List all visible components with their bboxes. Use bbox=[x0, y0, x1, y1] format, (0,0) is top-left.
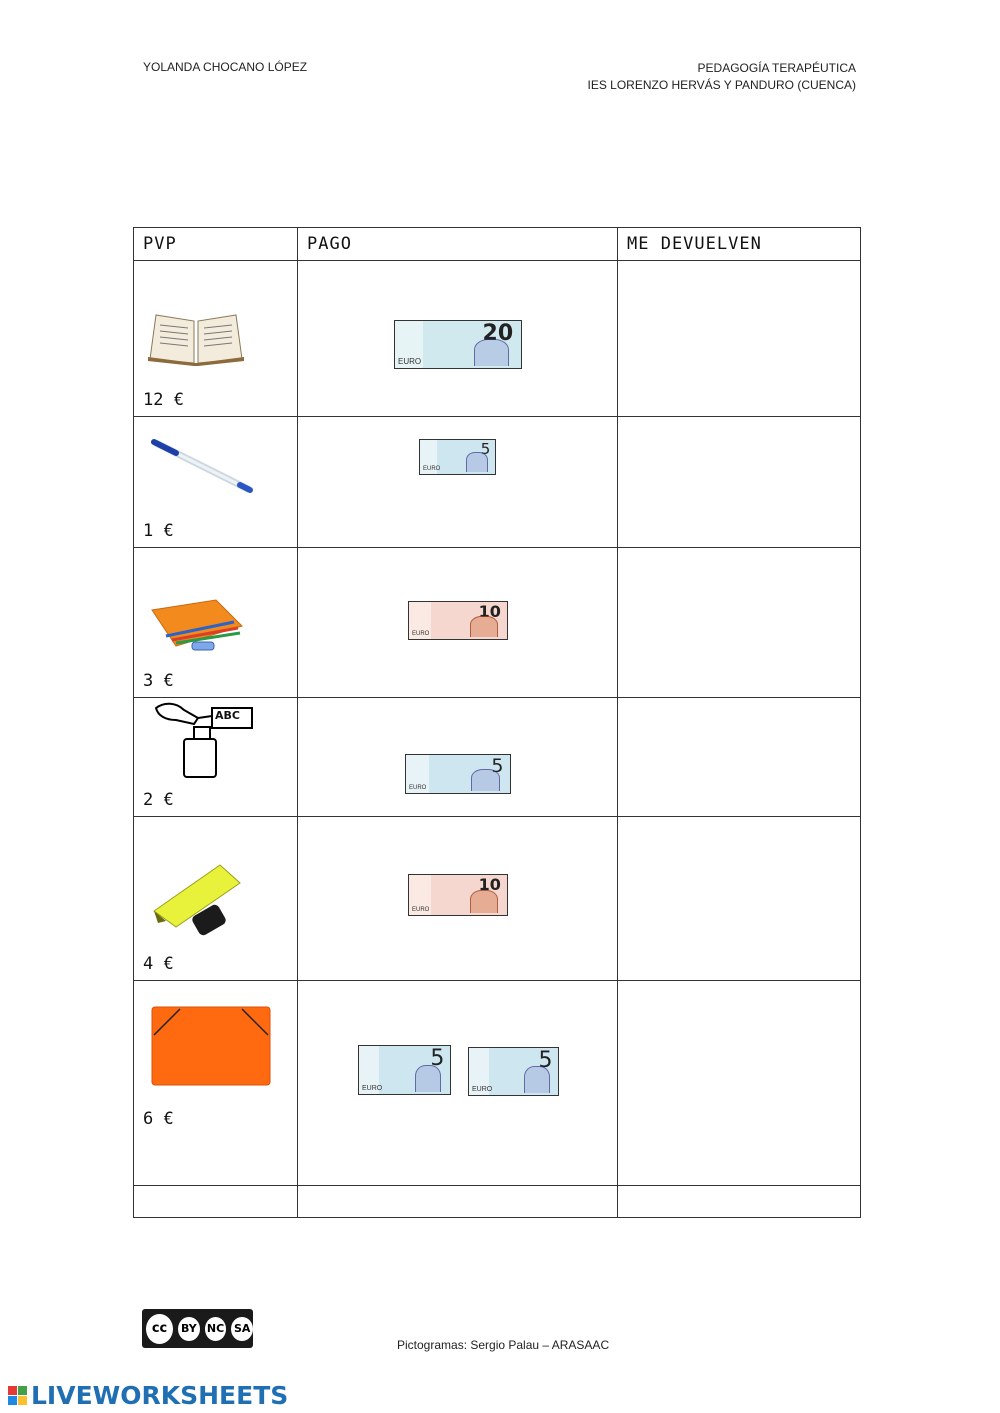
price-label: 12 € bbox=[143, 390, 184, 410]
banknote-5 bbox=[419, 439, 496, 475]
pvp-cell bbox=[134, 698, 298, 817]
banknote-caption: EURO bbox=[362, 1085, 383, 1092]
banknote-5 bbox=[468, 1047, 559, 1096]
liveworksheets-logo-icon bbox=[8, 1386, 27, 1405]
by-icon: BY bbox=[178, 1317, 200, 1341]
payment-cell bbox=[298, 261, 618, 417]
header-right bbox=[588, 60, 857, 94]
column-header-pago: PAGO bbox=[298, 228, 618, 261]
banknote-caption: EURO bbox=[472, 1086, 493, 1093]
banknote-caption: EURO bbox=[398, 357, 422, 366]
banknote-10 bbox=[408, 601, 508, 640]
book-icon bbox=[146, 311, 246, 366]
liveworksheets-brand[interactable] bbox=[8, 1381, 288, 1410]
column-header-pvp: PVP bbox=[134, 228, 298, 261]
payment-cell bbox=[298, 981, 618, 1186]
payment-cell bbox=[298, 548, 618, 698]
school-name: IES LORENZO HERVÁS Y PANDURO (CUENCA) bbox=[587, 78, 856, 92]
price-label: 2 € bbox=[143, 790, 174, 810]
column-header-me-devuelven: ME DEVUELVEN bbox=[618, 228, 861, 261]
price-label: 6 € bbox=[143, 1109, 174, 1129]
creative-commons-badge bbox=[142, 1309, 253, 1348]
price-label: 4 € bbox=[143, 954, 174, 974]
sa-icon: SA bbox=[231, 1317, 253, 1341]
payment-cell bbox=[298, 698, 618, 817]
pen-icon bbox=[150, 437, 255, 497]
change-cell[interactable] bbox=[618, 548, 861, 698]
banknote-value: 5 bbox=[491, 755, 504, 777]
table-row bbox=[134, 698, 861, 817]
table-row bbox=[134, 981, 861, 1186]
banknote-caption: EURO bbox=[412, 631, 430, 637]
banknote-value: 5 bbox=[538, 1048, 553, 1073]
cc-icon: cc bbox=[146, 1314, 173, 1344]
pictogram-credit: Pictogramas: Sergio Palau – ARASAAC bbox=[397, 1338, 610, 1352]
banknote-5 bbox=[405, 754, 511, 794]
empty-cell bbox=[298, 1186, 618, 1218]
banknote-caption: EURO bbox=[412, 907, 430, 913]
pvp-cell bbox=[134, 817, 298, 981]
banknote-5 bbox=[358, 1045, 451, 1095]
empty-cell bbox=[618, 1186, 861, 1218]
banknote-value: 10 bbox=[478, 602, 501, 621]
change-cell[interactable] bbox=[618, 261, 861, 417]
table-row bbox=[134, 417, 861, 548]
banknote-value: 10 bbox=[478, 875, 501, 894]
banknote-caption: EURO bbox=[409, 785, 427, 791]
table-row bbox=[134, 817, 861, 981]
highlighter-icon bbox=[150, 861, 246, 937]
banknote-value: 5 bbox=[430, 1046, 445, 1071]
worksheet-table bbox=[133, 227, 861, 1218]
empty-cell bbox=[134, 1186, 298, 1218]
banknote-20 bbox=[394, 320, 522, 369]
price-label: 1 € bbox=[143, 521, 174, 541]
pvp-cell bbox=[134, 548, 298, 698]
pvp-cell bbox=[134, 417, 298, 548]
folder-icon bbox=[150, 1005, 272, 1087]
department-name: PEDAGOGÍA TERAPÉUTICA bbox=[697, 61, 856, 75]
author-name: YOLANDA CHOCANO LÓPEZ bbox=[143, 60, 308, 74]
pencil-case-icon bbox=[146, 596, 248, 652]
table-row bbox=[134, 261, 861, 417]
change-cell[interactable] bbox=[618, 817, 861, 981]
nc-icon: NC bbox=[205, 1317, 227, 1341]
payment-cell bbox=[298, 417, 618, 548]
price-label: 3 € bbox=[143, 671, 174, 691]
pvp-cell bbox=[134, 981, 298, 1186]
pvp-cell bbox=[134, 261, 298, 417]
banknote-10 bbox=[408, 874, 508, 916]
change-cell[interactable] bbox=[618, 698, 861, 817]
glue-label: ABC bbox=[215, 709, 240, 722]
banknote-caption: EURO bbox=[423, 466, 441, 472]
change-cell[interactable] bbox=[618, 417, 861, 548]
table-header-row bbox=[134, 228, 861, 261]
payment-cell bbox=[298, 817, 618, 981]
change-cell[interactable] bbox=[618, 981, 861, 1186]
brand-name: LIVEWORKSHEETS bbox=[31, 1381, 289, 1410]
banknote-value: 20 bbox=[482, 321, 514, 346]
table-row bbox=[134, 548, 861, 698]
banknote-value: 5 bbox=[480, 440, 491, 458]
table-row-empty bbox=[134, 1186, 861, 1218]
